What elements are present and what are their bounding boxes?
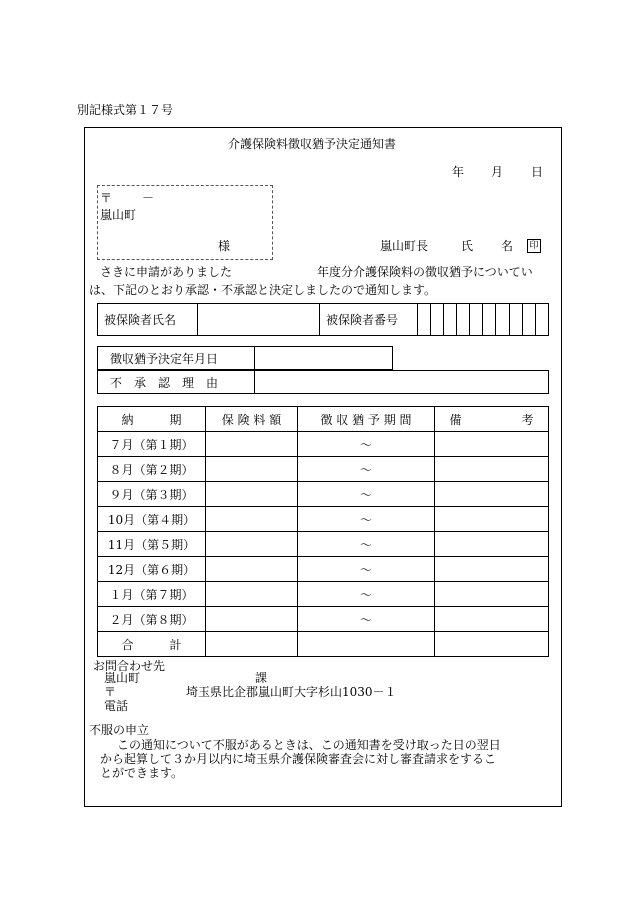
insured-name-label: 被保険者氏名 (98, 304, 198, 336)
term-cell: ９月（第３期） (98, 482, 206, 507)
term-cell: 12月（第６期） (98, 557, 206, 582)
header-term: 納 期 (98, 407, 206, 432)
insured-number-digit[interactable] (417, 304, 430, 336)
insured-number-digit[interactable] (496, 304, 509, 336)
term-cell: ２月（第８期） (98, 607, 206, 632)
total-premium-cell[interactable] (206, 632, 298, 657)
remarks-cell[interactable] (435, 582, 549, 607)
premium-cell[interactable] (206, 457, 298, 482)
insured-number-digit[interactable] (522, 304, 535, 336)
rejection-reason-field[interactable] (255, 371, 549, 394)
insured-number-label: 被保険者番号 (319, 304, 417, 336)
body-line1-part-b: 年度分介護保険料の徴収猶予についてい (317, 265, 533, 279)
inquiry-address: 埼玉県比企郡嵐山町大字杉山1030－１ (186, 685, 397, 699)
insured-table (97, 303, 549, 336)
decision-date-label: 徴収猶予決定年月日 (98, 347, 255, 370)
form-number: 別記様式第１７号 (77, 103, 174, 117)
range-cell: ～ (298, 482, 435, 507)
premium-cell[interactable] (206, 557, 298, 582)
insured-number-digit[interactable] (483, 304, 496, 336)
remarks-cell[interactable] (435, 507, 549, 532)
recipient-address-box (97, 185, 273, 260)
insured-number-digit[interactable] (470, 304, 483, 336)
body-line1-part-a: さきに申請がありました (100, 265, 233, 279)
seal-icon: 印 (527, 239, 541, 253)
body-line2: は、下記のとおり承認・不承認と決定しましたので通知します。 (89, 283, 437, 297)
remarks-cell[interactable] (435, 557, 549, 582)
document-title: 介護保険料徴収猶予決定通知書 (228, 137, 397, 151)
decision-date-field[interactable] (255, 347, 393, 370)
range-cell: ～ (298, 582, 435, 607)
inquiry-town: 嵐山町 (104, 671, 141, 685)
premium-cell[interactable] (206, 532, 298, 557)
insured-number-digit[interactable] (430, 304, 443, 336)
insured-number-digit[interactable] (444, 304, 457, 336)
table-row (98, 457, 549, 482)
insured-number-digit[interactable] (509, 304, 522, 336)
appeal-heading: 不服の申立 (89, 723, 150, 737)
premium-cell[interactable] (206, 482, 298, 507)
total-label: 合 計 (98, 632, 206, 657)
premium-cell[interactable] (206, 432, 298, 457)
date-year-label: 年 (452, 165, 465, 179)
appeal-line2: から起算して３か月以内に埼玉県介護保険審査会に対し審査請求をするこ (100, 752, 497, 766)
payment-periods-table (97, 406, 549, 657)
table-row (98, 557, 549, 582)
premium-cell[interactable] (206, 582, 298, 607)
appeal-line1: この通知について不服があるときは、この通知書を受け取った日の翌日 (117, 738, 501, 752)
term-cell: ７月（第１期） (98, 432, 206, 457)
remarks-cell[interactable] (435, 482, 549, 507)
header-premium: 保 険 料 額 (206, 407, 298, 432)
remarks-cell[interactable] (435, 607, 549, 632)
inquiry-postal-mark: 〒 (104, 685, 117, 699)
term-cell: ８月（第２期） (98, 457, 206, 482)
range-cell: ～ (298, 532, 435, 557)
range-cell: ～ (298, 557, 435, 582)
range-cell: ～ (298, 507, 435, 532)
remarks-cell[interactable] (435, 532, 549, 557)
recipient-postal-dash: － (142, 191, 155, 205)
issuer-seal-mark (527, 239, 541, 253)
header-remarks: 備 考 (435, 407, 549, 432)
term-cell: 10月（第４期） (98, 507, 206, 532)
insured-name-field[interactable] (197, 304, 319, 336)
table-row (98, 582, 549, 607)
decision-date-table (97, 346, 393, 370)
issuer-title: 嵐山町長 (380, 239, 429, 253)
issuer-name-label-2: 名 (501, 239, 514, 253)
insured-number-digit[interactable] (535, 304, 548, 336)
premium-cell[interactable] (206, 607, 298, 632)
table-row (98, 432, 549, 457)
header-deferral-period: 徴 収 猶 予 期 間 (298, 407, 435, 432)
rejection-reason-label: 不 承 認 理 由 (98, 371, 255, 394)
rejection-reason-table (97, 370, 549, 394)
term-cell: 11月（第５期） (98, 532, 206, 557)
total-range-cell (298, 632, 435, 657)
table-row (98, 607, 549, 632)
insured-number-digit[interactable] (457, 304, 470, 336)
total-remarks-cell[interactable] (435, 632, 549, 657)
total-row (98, 632, 549, 657)
recipient-postal-mark: 〒 (100, 191, 113, 205)
date-day-label: 日 (531, 165, 544, 179)
issuer-name-label-1: 氏 (461, 239, 474, 253)
inquiry-section: 課 (255, 671, 268, 685)
inquiry-heading: お問合わせ先 (93, 659, 166, 673)
table-row (98, 482, 549, 507)
range-cell: ～ (298, 432, 435, 457)
range-cell: ～ (298, 457, 435, 482)
date-month-label: 月 (491, 165, 504, 179)
recipient-town: 嵐山町 (100, 208, 137, 222)
periods-header-row (98, 407, 549, 432)
recipient-honorific: 様 (218, 239, 231, 253)
term-cell: １月（第７期） (98, 582, 206, 607)
table-row (98, 532, 549, 557)
premium-cell[interactable] (206, 507, 298, 532)
inquiry-phone-label: 電話 (104, 699, 129, 713)
appeal-line3: とができます。 (100, 766, 184, 780)
remarks-cell[interactable] (435, 432, 549, 457)
range-cell: ～ (298, 607, 435, 632)
table-row (98, 507, 549, 532)
remarks-cell[interactable] (435, 457, 549, 482)
